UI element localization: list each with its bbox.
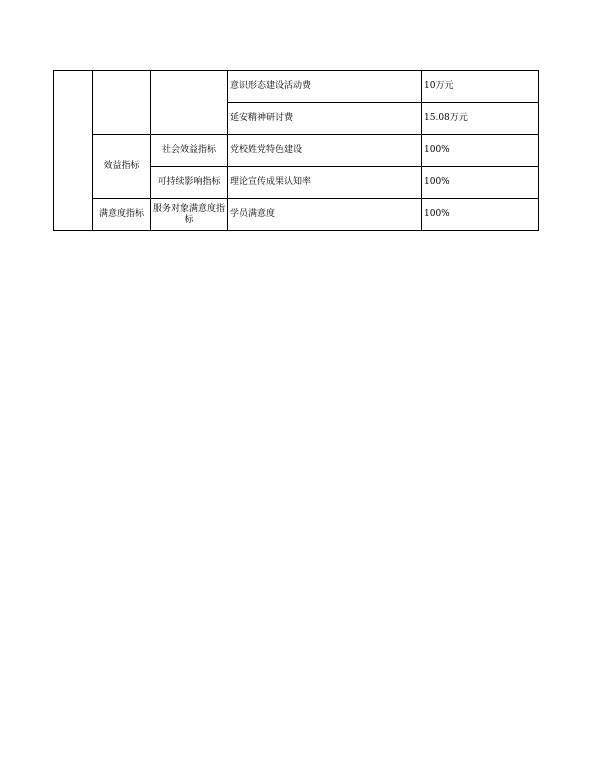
indicator-item: 理论宣传成果认知率 [228,167,422,199]
table-row [54,135,539,167]
indicator-item: 党校姓党特色建设 [228,135,422,167]
indicator-value: 100% [422,135,539,167]
subcategory-cell: 服务对象满意度指标 [151,199,228,231]
category-cell-cost [93,71,151,135]
indicator-item: 学员满意度 [228,199,422,231]
performance-indicator-table [53,70,539,231]
indicator-item: 延安精神研讨费 [228,103,422,135]
category-cell-benefit: 效益指标 [93,135,151,199]
indicator-item: 意识形态建设活动费 [228,71,422,103]
category-cell-satisfaction: 满意度指标 [93,199,151,231]
outer-category-cell [54,71,93,231]
indicator-value: 100% [422,167,539,199]
table-row [54,199,539,231]
indicator-value: 15.08万元 [422,103,539,135]
subcategory-cell: 社会效益指标 [151,135,228,167]
table-row [54,71,539,103]
subcategory-cell-cost [151,71,228,135]
indicator-value: 10万元 [422,71,539,103]
indicator-value: 100% [422,199,539,231]
subcategory-cell: 可持续影响指标 [151,167,228,199]
